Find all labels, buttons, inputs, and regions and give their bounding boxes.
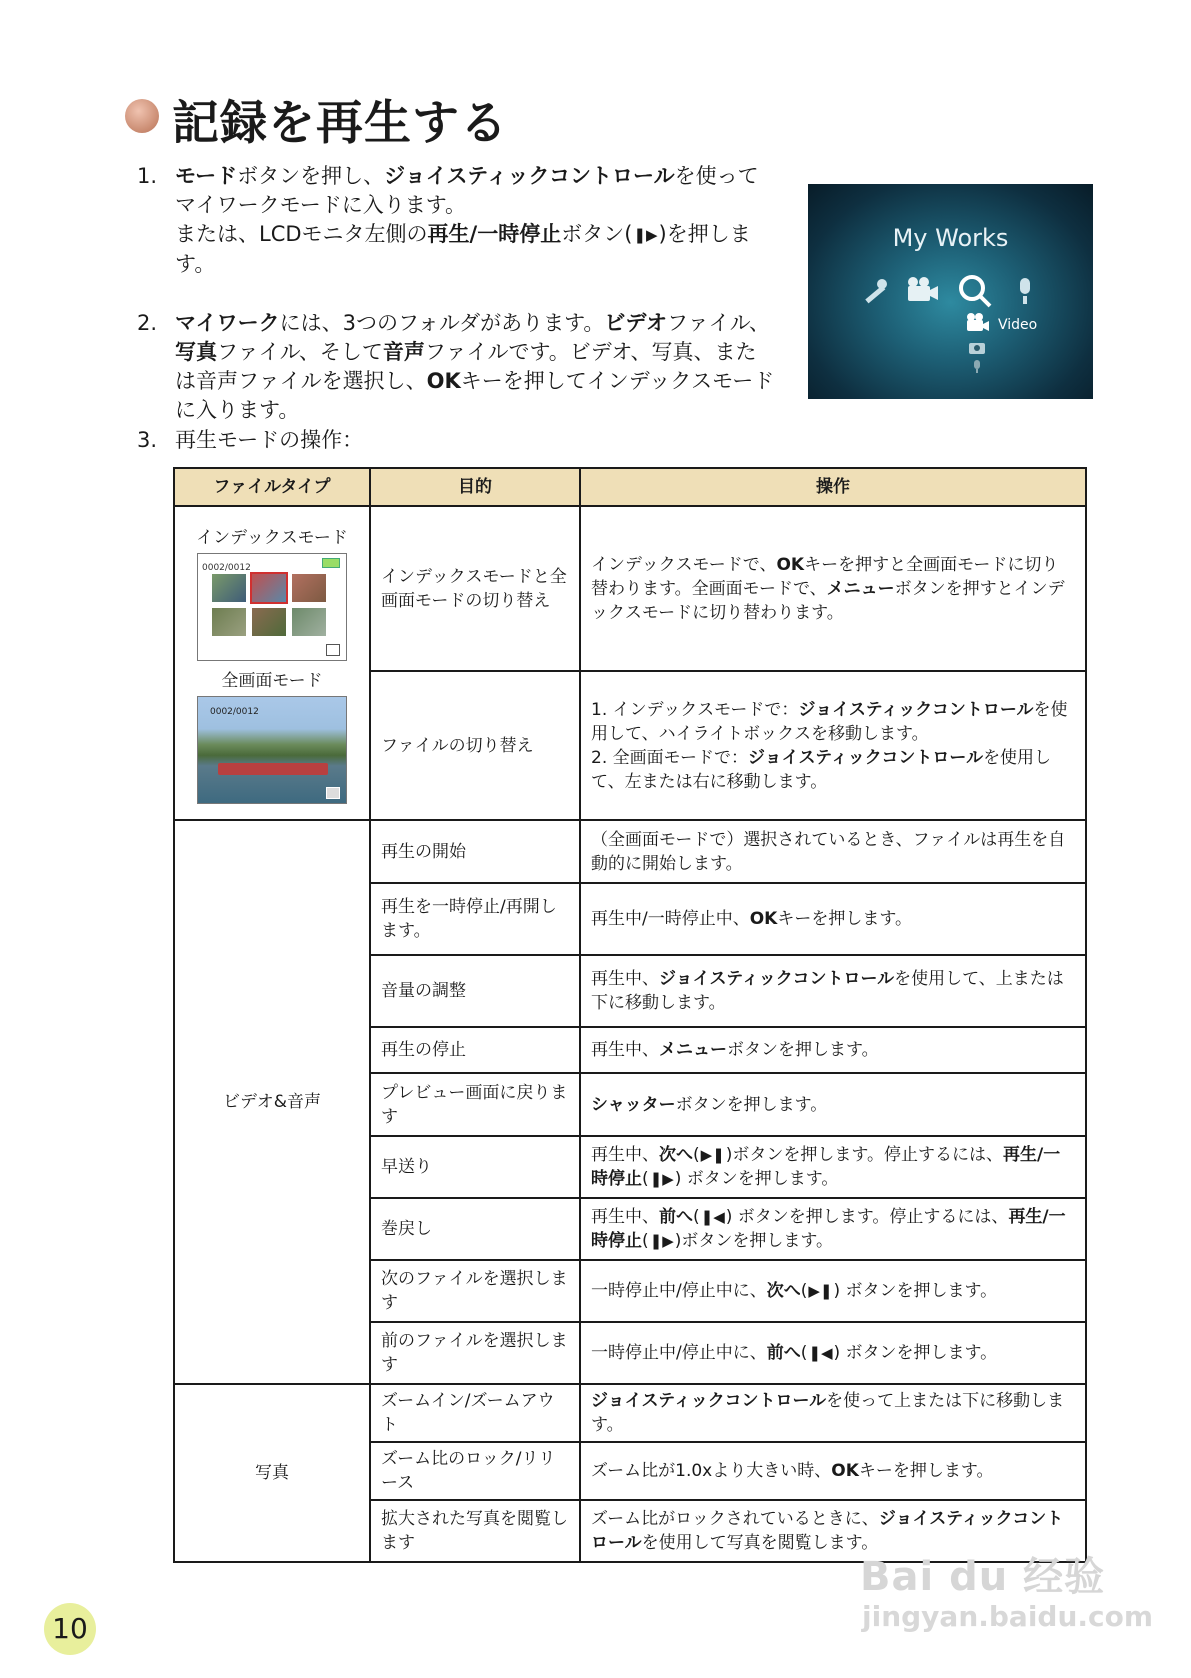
index-mode-label: インデックスモード bbox=[196, 527, 348, 548]
text-run: ファイルです。ビデオ、写真、または音声ファイルを選択し、 bbox=[175, 340, 757, 393]
text-run: 再生中/一時停止中、 bbox=[591, 909, 750, 929]
button-glyph-icon: ❚▶ bbox=[633, 225, 658, 244]
page-icon bbox=[326, 787, 340, 799]
header-purpose: 目的 bbox=[370, 468, 580, 506]
bold-term: ジョイスティックコントロール bbox=[591, 1509, 1064, 1553]
operation-cell bbox=[580, 1198, 1086, 1260]
purpose-cell: 再生の停止 bbox=[370, 1027, 580, 1073]
operation-cell bbox=[580, 1442, 1086, 1500]
purpose-cell: 拡大された写真を閲覧します bbox=[370, 1500, 580, 1562]
header-operation: 操作 bbox=[580, 468, 1086, 506]
bold-term: 次へ bbox=[659, 1145, 693, 1165]
text-run: ボタンを押すとインデックスモードに切り替わります。 bbox=[591, 578, 1065, 623]
button-glyph-icon: ❚◀ bbox=[808, 1344, 833, 1362]
bold-term: OK bbox=[831, 1461, 859, 1481]
purpose-cell: 巻戻し bbox=[370, 1198, 580, 1260]
playback-operations-table bbox=[173, 467, 1087, 1563]
bold-term: 再生/一時停止 bbox=[591, 1145, 1061, 1189]
purpose-cell: ファイルの切り替え bbox=[370, 671, 580, 820]
button-glyph-icon: ❚▶ bbox=[649, 1170, 674, 1188]
operation-cell bbox=[580, 506, 1086, 671]
audio-submenu-icon bbox=[974, 360, 980, 373]
full-screen-mode-label: 全画面モード bbox=[221, 670, 323, 691]
purpose-cell: プレビュー画面に戻ります bbox=[370, 1073, 580, 1136]
bold-term: ジョイスティックコントロール bbox=[659, 969, 895, 989]
bold-term: 前へ bbox=[766, 1343, 801, 1363]
thumbnail-photo bbox=[212, 608, 246, 636]
purpose-cell: 次のファイルを選択します bbox=[370, 1260, 580, 1322]
operation-cell bbox=[580, 1384, 1086, 1442]
text-run: （全画面モードで）選択されているとき、ファイルは再生を自動的に開始します。 bbox=[591, 829, 1066, 874]
text-run: ズーム比が1.0xより大きい時、 bbox=[591, 1461, 832, 1481]
table-header-row bbox=[174, 468, 1086, 506]
watermark-url: jingyan.baidu.com bbox=[862, 1600, 1154, 1633]
text-run: を使って上または下に移動します。 bbox=[591, 1391, 1065, 1435]
page-icon bbox=[326, 644, 340, 656]
text-run: キーを押します。 bbox=[858, 1461, 994, 1481]
text-run: )を押します。 bbox=[175, 222, 751, 276]
photo-group-cell: 写真 bbox=[174, 1384, 370, 1562]
bold-term: ジョイスティックコントロール bbox=[798, 699, 1034, 720]
text-run: ( bbox=[693, 1207, 700, 1227]
tools-icon bbox=[865, 279, 887, 303]
text-run: を使用して、上または下に移動します。 bbox=[591, 969, 1064, 1013]
index-mode-thumbnail bbox=[197, 553, 347, 661]
operation-cell bbox=[580, 1027, 1086, 1073]
operation-cell bbox=[580, 955, 1086, 1027]
purpose-cell: ズーム比のロック/リリース bbox=[370, 1442, 580, 1500]
text-run: ) ボタンを押します。 bbox=[833, 1343, 998, 1363]
full-screen-thumbnail bbox=[197, 696, 347, 804]
purpose-cell: 再生を一時停止/再開します。 bbox=[370, 883, 580, 955]
bold-term: メニュー bbox=[659, 1040, 727, 1060]
photo-submenu-icon bbox=[969, 343, 985, 354]
text-run: ) ボタンを押します。 bbox=[833, 1281, 998, 1301]
text-run: ボタンを押します。 bbox=[675, 1094, 828, 1115]
step-text bbox=[175, 309, 775, 425]
operation-cell bbox=[580, 1260, 1086, 1322]
video-camera-icon bbox=[908, 277, 938, 301]
bold-term: ジョイスティックコントロール bbox=[384, 164, 675, 188]
text-run: を使用して、左または右に移動します。 bbox=[591, 747, 1052, 792]
text-run: 1. インデックスモードで： bbox=[591, 699, 799, 720]
table-row bbox=[174, 820, 1086, 883]
bold-term: 音声 bbox=[382, 340, 425, 364]
step-3 bbox=[137, 426, 777, 456]
button-glyph-icon: ❚◀ bbox=[700, 1208, 725, 1226]
text-run: ( bbox=[642, 1231, 649, 1251]
text-run: )ボタンを押します。 bbox=[674, 1231, 834, 1251]
table-row bbox=[174, 506, 1086, 671]
step-1 bbox=[137, 162, 777, 282]
search-magnifier-icon bbox=[961, 277, 990, 306]
operation-cell bbox=[580, 671, 1086, 820]
operation-cell bbox=[580, 1322, 1086, 1384]
video-submenu-icon bbox=[967, 313, 989, 331]
text-run: インデックスモードで、 bbox=[591, 554, 777, 575]
bold-term: OK bbox=[749, 909, 778, 929]
bold-term: 写真 bbox=[175, 340, 217, 364]
purpose-cell: インデックスモードと全画面モードの切り替え bbox=[370, 506, 580, 671]
menu-icons bbox=[860, 272, 1050, 312]
text-run: )ボタンを押します。停止するには、 bbox=[725, 1145, 1004, 1165]
mode-thumbnails-cell bbox=[174, 506, 370, 820]
step-number: 2. bbox=[137, 311, 158, 335]
text-run: ( bbox=[800, 1281, 808, 1301]
microphone-icon bbox=[1020, 278, 1030, 304]
text-run: 2. 全画面モードで： bbox=[591, 747, 748, 768]
text-run: を使ってマイワークモードに入ります。 bbox=[175, 164, 759, 217]
page-number: 10 bbox=[44, 1603, 96, 1655]
bold-term: OK bbox=[426, 369, 461, 393]
text-run: 一時停止中/停止中に、 bbox=[591, 1343, 767, 1363]
screen-title: My Works bbox=[892, 224, 1009, 252]
my-works-screen bbox=[808, 184, 1093, 399]
bold-term: シャッター bbox=[591, 1094, 676, 1115]
bold-term: ビデオ bbox=[604, 311, 667, 335]
purpose-cell: ズームイン/ズームアウト bbox=[370, 1384, 580, 1442]
video-label: Video bbox=[998, 317, 1038, 333]
bold-term: ジョイスティックコントロール bbox=[747, 747, 984, 768]
thumbnail-photo bbox=[212, 574, 246, 602]
text-run: または、LCDモニタ左側の bbox=[175, 222, 428, 246]
thumbnail-grid bbox=[212, 574, 330, 636]
thumb-counter: 0002/0012 bbox=[202, 562, 251, 573]
text-run: 再生中、 bbox=[591, 1145, 659, 1165]
step-text bbox=[175, 426, 363, 455]
step-number: 3. bbox=[137, 428, 158, 452]
text-run: キーを押してインデックスモードに入ります。 bbox=[175, 369, 775, 422]
text-run: キーを押します。 bbox=[777, 909, 912, 929]
text-run: 再生中、 bbox=[591, 1040, 659, 1060]
step-text bbox=[175, 162, 775, 279]
text-run: ( bbox=[693, 1145, 700, 1165]
text-run: ) ボタンを押します。 bbox=[674, 1169, 839, 1189]
text-run: ( bbox=[800, 1343, 808, 1363]
purpose-cell: 前のファイルを選択します bbox=[370, 1322, 580, 1384]
operation-cell bbox=[580, 1073, 1086, 1136]
purpose-cell: 音量の調整 bbox=[370, 955, 580, 1027]
header-file-type: ファイルタイプ bbox=[174, 468, 370, 506]
button-glyph-icon: ▶❚ bbox=[808, 1282, 833, 1300]
button-glyph-icon: ▶❚ bbox=[700, 1146, 725, 1164]
page-title: 記録を再生する bbox=[172, 96, 508, 151]
bold-term: 再生/一時停止 bbox=[591, 1207, 1066, 1251]
operation-cell bbox=[580, 1136, 1086, 1198]
text-run: を使用して写真を閲覧します。 bbox=[641, 1533, 879, 1553]
thumbnail-photo-highlighted bbox=[252, 574, 286, 602]
text-run: ボタンを押し、 bbox=[237, 164, 385, 188]
submenu-icons bbox=[963, 312, 993, 374]
purpose-cell: 再生の開始 bbox=[370, 820, 580, 883]
text-run: ボタンを押します。 bbox=[727, 1040, 879, 1060]
watermark-brand: Bai du 经验 bbox=[860, 1554, 1106, 1600]
battery-icon bbox=[322, 558, 340, 568]
bold-term: マイワーク bbox=[175, 311, 280, 335]
thumbnail-photo bbox=[292, 574, 326, 602]
boat-photo-detail bbox=[218, 763, 328, 775]
bold-term: OK bbox=[776, 554, 805, 575]
bold-term: 次へ bbox=[766, 1281, 801, 1301]
text-run: 一時停止中/停止中に、 bbox=[591, 1281, 767, 1301]
button-glyph-icon: ❚▶ bbox=[649, 1232, 674, 1250]
bold-term: 前へ bbox=[659, 1207, 693, 1227]
text-run: ボタン( bbox=[561, 222, 633, 246]
video-audio-group-cell: ビデオ&音声 bbox=[174, 820, 370, 1384]
text-run: ファイル、 bbox=[666, 311, 770, 335]
step-2 bbox=[137, 309, 777, 422]
text-run: を使用して、ハイライトボックスを移動します。 bbox=[591, 699, 1068, 744]
bold-term: ジョイスティックコントロール bbox=[591, 1391, 827, 1411]
step-number: 1. bbox=[137, 164, 158, 188]
text-run: 再生中、 bbox=[591, 1207, 659, 1227]
thumbnail-photo bbox=[252, 608, 286, 636]
operation-cell bbox=[580, 820, 1086, 883]
bold-term: モード bbox=[175, 164, 238, 188]
thumbnail-photo bbox=[292, 608, 326, 636]
table-row bbox=[174, 1384, 1086, 1442]
text-run: キーを押すと全画面モードに切り替わります。全画面モードで、 bbox=[591, 554, 1059, 599]
title-bullet-icon bbox=[125, 99, 159, 133]
operation-cell bbox=[580, 883, 1086, 955]
text-run: ファイル、そして bbox=[217, 340, 383, 364]
purpose-cell: 早送り bbox=[370, 1136, 580, 1198]
text-run: ( bbox=[642, 1169, 649, 1189]
text-run: ズーム比がロックされているときに、 bbox=[591, 1509, 879, 1529]
bold-term: 再生/一時停止 bbox=[427, 222, 562, 246]
text-run: 再生中、 bbox=[591, 969, 659, 989]
text-run: ) ボタンを押します。停止するには、 bbox=[725, 1207, 1009, 1227]
bold-term: メニュー bbox=[826, 578, 895, 599]
thumb-counter: 0002/0012 bbox=[210, 706, 259, 717]
text-run: には、3つのフォルダがあります。 bbox=[279, 311, 605, 335]
text-run: 再生モードの操作： bbox=[175, 428, 364, 452]
